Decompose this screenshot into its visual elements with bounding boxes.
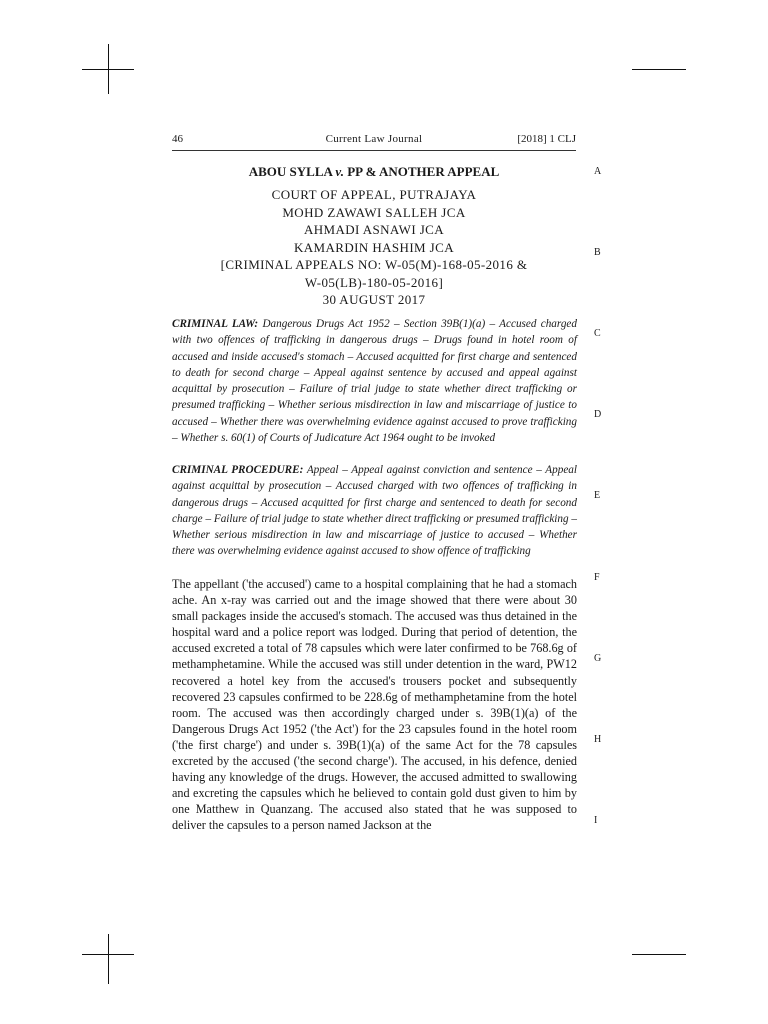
case-title-appellant: ABOU SYLLA xyxy=(248,164,333,179)
crop-mark-top-right-horizontal xyxy=(632,69,686,70)
case-title-versus: v. xyxy=(335,164,344,179)
margin-letter-c: C xyxy=(594,328,601,339)
running-header xyxy=(172,131,576,149)
journal-name: Current Law Journal xyxy=(325,133,423,145)
margin-letter-i: I xyxy=(594,815,598,826)
court-line: [CRIMINAL APPEALS NO: W-05(M)-168-05-2016 & xyxy=(220,257,528,272)
court-details xyxy=(172,186,576,309)
court-line: W-05(LB)-180-05-2016] xyxy=(304,274,444,290)
case-title-respondent: PP & ANOTHER APPEAL xyxy=(347,164,500,179)
catchword-heading: CRIMINAL LAW: xyxy=(172,318,259,330)
citation: [2018] 1 CLJ xyxy=(517,133,576,145)
page-number: 46 xyxy=(172,133,183,145)
crop-mark-bottom-left-horizontal xyxy=(82,954,134,955)
header-rule xyxy=(172,150,576,151)
court-line: MOHD ZAWAWI SALLEH JCA xyxy=(282,204,466,220)
margin-letter-h: H xyxy=(594,734,602,745)
catchword-heading: CRIMINAL PROCEDURE: xyxy=(172,464,304,476)
margin-letter-a: A xyxy=(594,166,602,177)
margin-letter-b: B xyxy=(594,247,601,258)
headnote-paragraph: The appellant ('the accused') came to a hospital complaining that he had a stomach ache. An x-ray was carried out and the image showed that there were about 30 small packages inside the accused's stomach. The accused was thus detained in the hospital ward and a police report was lodged. During that period of detention, the accused excreted a total of 78 capsules which were later confirmed to be 768.6g of methamphetamine. While the accused was still under detention in the ward, PW12 recovered a hotel key from the accused's trousers pocket and subsequently recovered 23 capsules confirmed to be 228.6g of methamphetamine from the hotel room. The accused was then accordingly charged under s. 39B(1)(a) of the Dangerous Drugs Act 1952 ('the Act') for the 23 capsules found in the hotel room ('the first charge') and under s. 39B(1)(a) of the same Act for the 78 capsules excreted by the accused ('the second charge'). The accused, in his defence, denied having any knowledge of the drugs. However, the accused admitted to swallowing and excreting the capsules which he believed to contain gold dust given to him by one Matthew in Quanzang. The accused also stated that he was supposed to deliver the capsules to a person named Jackson at the xyxy=(172,577,577,833)
margin-letter-e: E xyxy=(594,490,601,501)
margin-letter-d: D xyxy=(594,409,602,420)
court-line: COURT OF APPEAL, PUTRAJAYA xyxy=(271,187,477,202)
catchwords-criminal-law xyxy=(172,316,577,446)
crop-mark-top-left-horizontal xyxy=(82,69,134,70)
margin-letter-g: G xyxy=(594,653,602,664)
court-line: KAMARDIN HASHIM JCA xyxy=(293,239,454,255)
crop-mark-bottom-right-horizontal xyxy=(632,954,686,955)
court-line: AHMADI ASNAWI JCA xyxy=(303,222,445,237)
margin-letter-f: F xyxy=(594,572,600,583)
crop-mark-bottom-left-vertical xyxy=(108,934,109,984)
catchword-text: Appeal – Appeal against conviction and sentence – Appeal against acquittal by prosecution – Accused charged with two offences of trafficking in dangerous drugs – Accused acquitted for first charge and sentenced to death for second charge – Failure of trial judge to state whether direct trafficking or presumed trafficking – Whether serious misdirection in law and miscarriage of justice to accused – Whether there was overwhelming evidence against accused to show offence of trafficking xyxy=(172,464,577,558)
catchwords-criminal-procedure xyxy=(172,462,577,560)
catchword-text: Dangerous Drugs Act 1952 – Section 39B(1)(a) – Accused charged with two offences of trafficking in dangerous drugs – Drugs found in hotel room of accused and inside accused's stomach – Accused acquitted for first charge and sentenced to death for second charge – Appeal against sentence by accused and appeal against acquittal by prosecution – Failure of trial judge to state whether direct trafficking or presumed trafficking – Whether serious misdirection in law and miscarriage of justice to accused – Whether there was overwhelming evidence against accused to prove trafficking – Whether s. 60(1) of Courts of Judicature Act 1964 ought to be invoked xyxy=(172,318,577,445)
court-line: 30 AUGUST 2017 xyxy=(322,292,426,307)
case-title xyxy=(172,164,576,180)
